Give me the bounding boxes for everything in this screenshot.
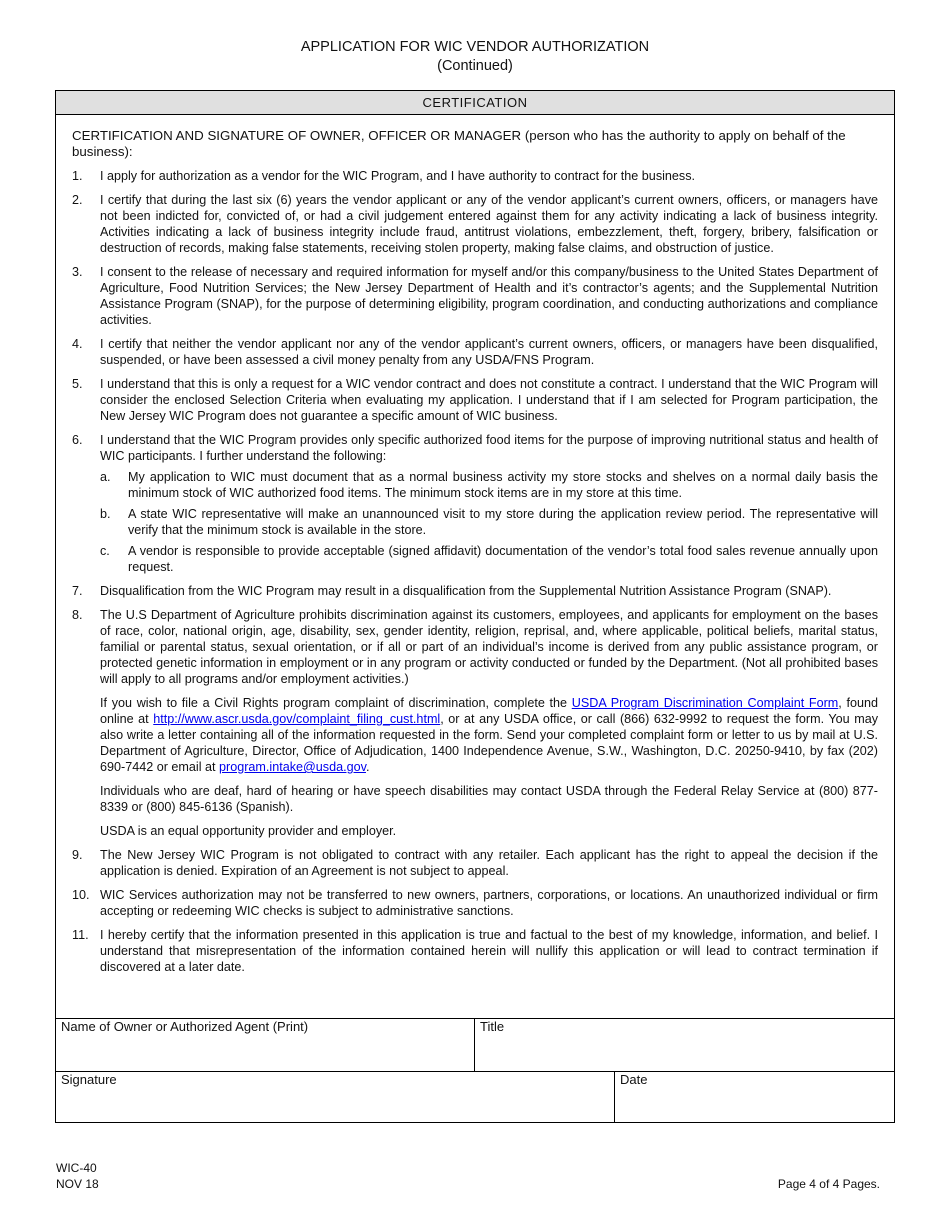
- sub-item: [100, 469, 878, 501]
- complaint-form-link[interactable]: USDA Program Discrimination Complaint Form: [571, 696, 839, 710]
- item-number: 2.: [72, 193, 83, 207]
- certification-item: [72, 168, 878, 184]
- document-title: [0, 38, 950, 76]
- item-text: WIC Services authorization may not be transferred to new owners, partners, corporations, or locations. An unauthorized individual or firm accepting or redeeming WIC checks is subject to administrative sanctions.: [100, 888, 878, 918]
- item-text: I understand that this is only a request for a WIC vendor contract and does not constitute a contract. I understand that the WIC Program will consider the enclosed Selection Criteria when evaluating my application. I understand that if I am selected for Program participation, the New Jersey WIC Program does not guarantee a specific amount of WIC business.: [100, 377, 878, 423]
- title-text: APPLICATION FOR WIC VENDOR AUTHORIZATION: [300, 39, 650, 55]
- complaint-url-link[interactable]: http://www.ascr.usda.gov/complaint_filing_cust.html: [153, 712, 441, 726]
- sub-item-text: A vendor is responsible to provide acceptable (signed affidavit) documentation of the vendor’s total food sales revenue annually upon request.: [128, 544, 878, 574]
- certification-item: [72, 927, 878, 975]
- certification-item: [72, 264, 878, 328]
- complaint-text: , or at any USDA office, or call (866) 632-9992 to request the form. You may also write a letter containing all of the information requested in the form. Send your completed complaint form or letter to us by mail at U.S. Department of Agriculture, Director, Office of Adjudication, 1400 Independence Avenue, S.W., Washington, D.C. 20250-9410, by fax (202) 690-7442 or email at: [100, 712, 878, 774]
- sub-item-letter: c.: [100, 544, 110, 558]
- sub-item: [100, 506, 878, 538]
- signature-table: [56, 1018, 894, 1123]
- owner-name-field[interactable]: [56, 1019, 475, 1072]
- certification-item: [72, 432, 878, 575]
- item-number: 5.: [72, 377, 83, 391]
- item-number: 3.: [72, 265, 83, 279]
- complaint-paragraph: [100, 695, 878, 775]
- sub-item-text: A state WIC representative will make an unannounced visit to my store during the application review period. The representative will verify that the minimum stock is available in the store.: [128, 507, 878, 537]
- certification-item: [72, 336, 878, 368]
- subtitle-text: (Continued): [437, 58, 513, 74]
- item-text: The New Jersey WIC Program is not obligated to contract with any retailer. Each applicant has the right to appeal the decision if the application is denied. Expiration of an Agreement is not subject to appeal.: [100, 848, 878, 878]
- certification-intro: CERTIFICATION AND SIGNATURE OF OWNER, OFFICER OR MANAGER (person who has the authority to apply on behalf of the business):: [72, 128, 846, 159]
- complaint-text: If you wish to file a Civil Rights program complaint of discrimination, complete the: [100, 696, 572, 710]
- form-id-block: [56, 1160, 99, 1192]
- complaint-text: .: [365, 760, 370, 774]
- email-link[interactable]: program.intake@usda.gov: [219, 760, 366, 774]
- item-number: 8.: [72, 608, 83, 622]
- item-text: I certify that during the last six (6) years the vendor applicant or any of the vendor applicant’s current owners, officers, or managers have not been indicted for, convicted of, or had a civil judgement entered against them for any activity indicating a lack of business integrity. Activities indicating a lack of business integrity include fraud, antitrust violations, embezzlement, theft, forgery, bribery, falsification or destruction of records, making false statements, receiving stolen property, making false claims, and obstruction of justice.: [100, 193, 878, 255]
- item-text: I consent to the release of necessary and required information for myself and/or this company/business to the United States Department of Agriculture, Food Nutrition Services; the New Jersey Department of Health and it’s contractor’s agents; and the Supplemental Nutrition Assistance Program (SNAP), for the purpose of determining eligibility, program coordination, and conducting authorizations and compliance activities.: [100, 265, 878, 327]
- certification-item: [72, 583, 878, 599]
- form-date: NOV 18: [56, 1177, 99, 1191]
- date-field[interactable]: [615, 1072, 894, 1123]
- item-number: 10.: [72, 888, 90, 902]
- item-text: I understand that the WIC Program provides only specific authorized food items for the purpose of improving nutritional status and health of WIC participants. I further understand the following:: [100, 433, 878, 463]
- owner-name-label: Name of Owner or Authorized Agent (Print): [61, 1019, 309, 1034]
- certification-item: [72, 376, 878, 424]
- certification-item: [72, 887, 878, 919]
- sub-item-letter: b.: [100, 507, 111, 521]
- item-number: 1.: [72, 169, 83, 183]
- certification-item: [72, 607, 878, 839]
- item-number: 7.: [72, 584, 83, 598]
- title-label: Title: [480, 1019, 505, 1034]
- item-text: The U.S Department of Agriculture prohibits discrimination against its customers, employees, and applicants for employment on the bases of race, color, national origin, age, disability, sex, gender identity, religion, reprisal, and, where applicable, political beliefs, marital status, familial or parental status, sexual orientation, or if all or part of an individual’s income is derived from any public assistance program, or protected genetic information in employment or in any program or activity conducted or funded by the Department. (Not all prohibited bases will apply to all programs and/or employment activities.): [100, 608, 878, 686]
- certification-item: [72, 847, 878, 879]
- item-text: Disqualification from the WIC Program may result in a disqualification from the Supplemental Nutrition Assistance Program (SNAP).: [100, 584, 832, 598]
- equal-opportunity-statement: USDA is an equal opportunity provider and employer.: [100, 824, 397, 838]
- item-number: 11.: [72, 928, 89, 942]
- certification-section: [55, 90, 895, 1123]
- sub-item: [100, 543, 878, 575]
- item-text: I apply for authorization as a vendor for the WIC Program, and I have authority to contract for the business.: [100, 169, 696, 183]
- section-header: CERTIFICATION: [56, 91, 894, 115]
- item-text: I hereby certify that the information presented in this application is true and factual to the best of my knowledge, information, and belief. I understand that misrepresentation of the information contained herein will nullify this application or will lead to contract termination if discovered at a later date.: [100, 928, 878, 974]
- item-text: I certify that neither the vendor applicant nor any of the vendor applicant’s current owners, officers, or managers have been disqualified, suspended, or have been assessed a civil money penalty from any USDA/FNS Program.: [100, 337, 878, 367]
- item-number: 9.: [72, 848, 83, 862]
- form-id: WIC-40: [56, 1161, 97, 1175]
- date-label: Date: [620, 1072, 648, 1087]
- relay-paragraph: Individuals who are deaf, hard of hearing or have speech disabilities may contact USDA through the Federal Relay Service at (800) 877-8339 or (800) 845-6136 (Spanish).: [100, 784, 878, 814]
- certification-item: [72, 192, 878, 256]
- signature-field[interactable]: [56, 1072, 615, 1123]
- sub-item-letter: a.: [100, 470, 111, 484]
- page-number: Page 4 of 4 Pages.: [777, 1177, 880, 1191]
- sub-item-text: My application to WIC must document that as a normal business activity my store stocks and shelves on a normal daily basis the minimum stock of WIC authorized food items. The minimum stock items are in my store at this time.: [128, 470, 878, 500]
- item-number: 4.: [72, 337, 83, 351]
- item-number: 6.: [72, 433, 83, 447]
- title-field[interactable]: [475, 1019, 894, 1072]
- signature-label: Signature: [61, 1072, 117, 1087]
- certification-list: [56, 168, 894, 975]
- complaint-text: , found online at: [100, 696, 878, 726]
